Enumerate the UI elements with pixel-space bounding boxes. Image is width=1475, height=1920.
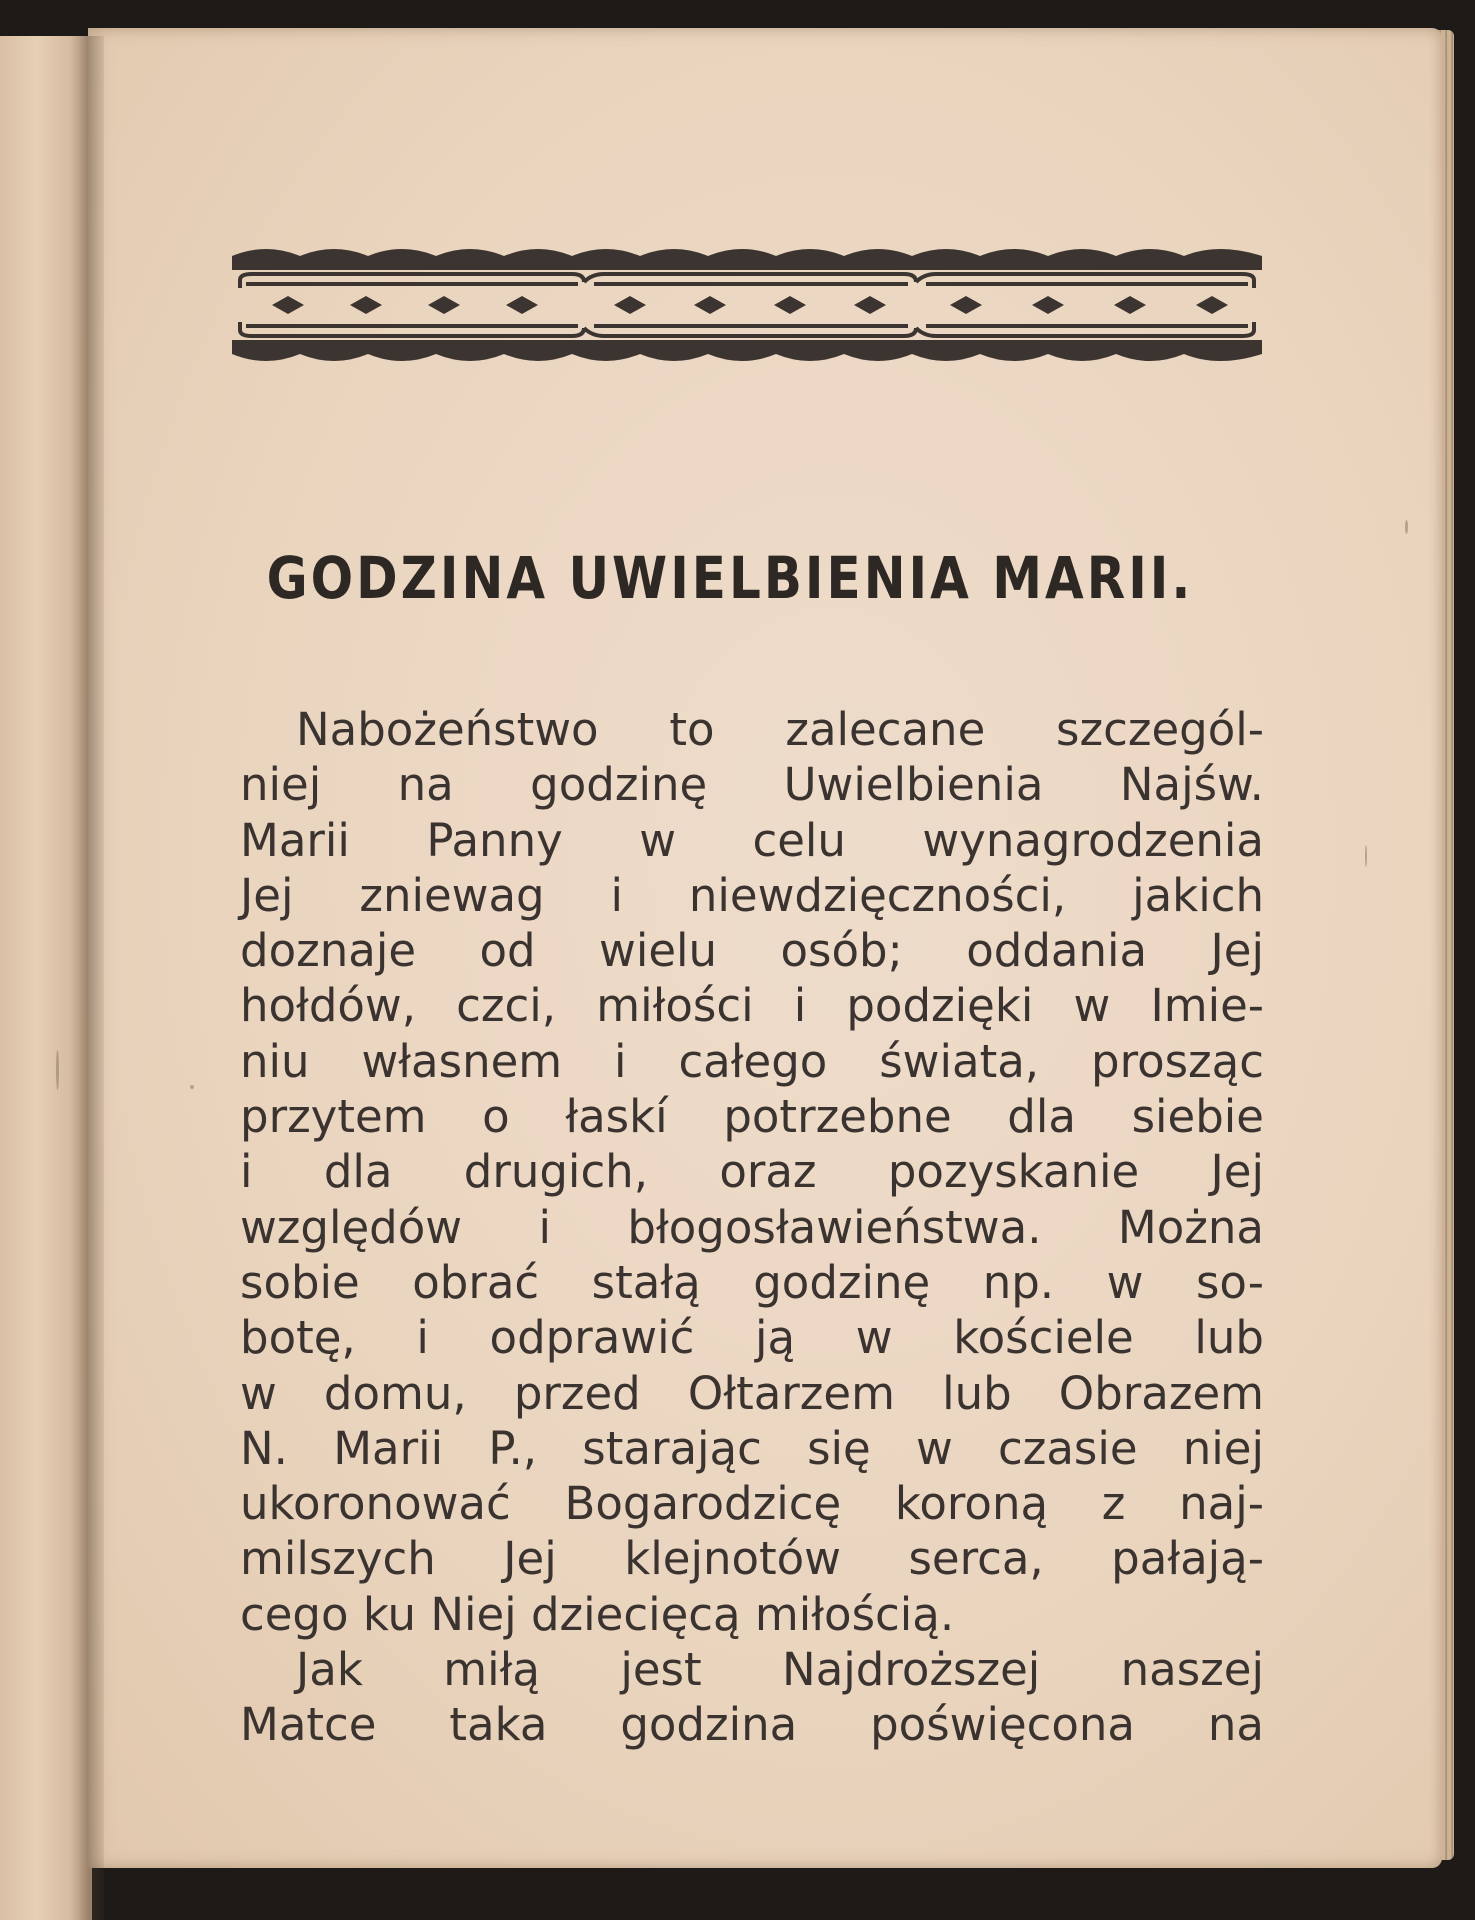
text-line: Matce taka godzina poświęcona na xyxy=(240,1698,1264,1752)
text-line: Marii Panny w celu wynagrodzenia xyxy=(240,813,1264,867)
paper-speck xyxy=(1405,520,1408,534)
text-line: hołdów, czci, miłości i podzięki w Imie- xyxy=(240,979,1264,1033)
paper-speck xyxy=(56,1050,59,1090)
text-line: względów i błogosławieństwa. Można xyxy=(240,1200,1264,1254)
text-line: botę, i odprawić ją w kościele lub xyxy=(240,1311,1264,1365)
body-text xyxy=(240,702,1264,1753)
text-line: milszych Jej klejnotów serca, pałają- xyxy=(240,1532,1264,1586)
text-line: ukoronować Bogarodzicę koroną z naj- xyxy=(240,1477,1264,1531)
text-line: N. Marii P., starając się w czasie niej xyxy=(240,1421,1264,1475)
page-title: GODZINA UWIELBIENIA MARII. xyxy=(266,545,1194,612)
text-line: sobie obrać stałą godzinę np. w so- xyxy=(240,1255,1264,1309)
text-line: Jak miłą jest Najdroższej naszej xyxy=(296,1643,1264,1697)
paper-speck xyxy=(190,1085,194,1089)
text-line: w domu, przed Ołtarzem lub Obrazem xyxy=(240,1366,1264,1420)
text-line: niu własnem i całego świata, prosząc xyxy=(240,1034,1264,1088)
paper-speck xyxy=(1365,845,1367,867)
text-line: cego ku Niej dziecięcą miłością. xyxy=(240,1587,955,1641)
text-line: niej na godzinę Uwielbienia Najśw. xyxy=(240,758,1264,812)
text-line: i dla drugich, oraz pozyskanie Jej xyxy=(240,1145,1264,1199)
text-line: Jej zniewag i niewdzięczności, jakich xyxy=(240,868,1264,922)
book-gutter xyxy=(70,36,104,1920)
text-line: Nabożeństwo to zalecane szczegól- xyxy=(296,703,1264,756)
text-line: przytem o łaskí potrzebne dla siebie xyxy=(240,1090,1264,1144)
text-line: doznaje od wielu osób; oddania Jej xyxy=(240,924,1264,978)
decorative-border-icon xyxy=(232,244,1262,366)
